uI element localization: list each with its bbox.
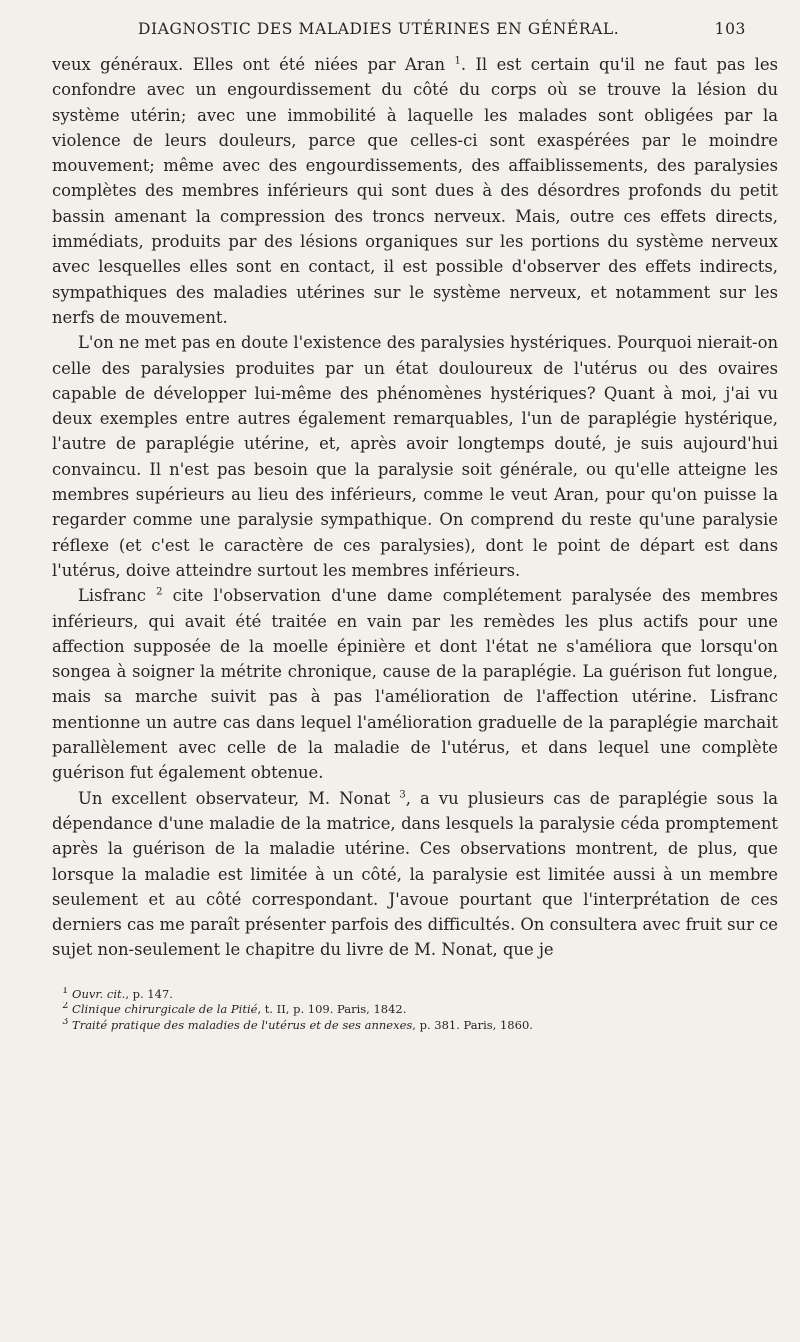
footnotes	[52, 987, 778, 1034]
paragraph-3	[52, 583, 778, 785]
body-text	[52, 52, 778, 963]
footnote-1-title: Ouvr. cit.	[72, 986, 126, 1001]
footnote-2-number: 2	[62, 1002, 69, 1012]
footnote-ref-1: 1	[454, 55, 461, 67]
paragraph-2: L'on ne met pas en doute l'existence des paralysies hystériques. Pourquoi nierait-on celle des paralysies produites par un état douloureux de l'utérus ou des ovaires capable de développer lui-même des phénomènes hystériques? Quant à moi, j'ai vu deux exemples entre autres également remarquables, l'un de paraplégie hystérique, l'autre de paraplégie utérine, et, après avoir longtemps douté, je suis aujourd'hui convaincu. Il n'est pas besoin que la paralysie soit générale, ou qu'elle atteigne les membres supérieurs au lieu des inférieurs, comme le veut Aran, pour qu'on puisse la regarder comme une paralysie sympathique. On comprend du reste qu'une paralysie réflexe (et c'est le caractère de ces paralysies), dont le point de départ est dans l'utérus, doive atteindre surtout les membres inférieurs.	[52, 333, 778, 580]
footnote-3-details: , p. 381. Paris, 1860.	[412, 1017, 533, 1032]
page-number: 103	[714, 20, 746, 38]
running-title: DIAGNOSTIC DES MALADIES UTÉRINES EN GÉNÉRAL.	[138, 20, 620, 38]
footnote-3-number: 3	[62, 1017, 69, 1027]
paragraph-1-text-b: . Il est certain qu'il ne faut pas les confondre avec un engourdissement du côté du corps où se trouve la lésion du système utérin; avec une immobilité à laquelle les malades sont obligées par la violence de leurs douleurs, parce que celles-ci sont exaspérées par le moindre mouvement; même avec des engourdissements, des affaiblissements, des paralysies complètes des membres inférieurs qui sont dues à des désordres profonds du petit bassin amenant la compression des troncs nerveux. Mais, outre ces effets directs, immédiats, produits par des lésions organiques sur les portions du système nerveux avec lesquelles elles sont en contact, il est possible d'observer des effets indirects, sympathiques des maladies utérines sur le système nerveux, et notamment sur les nerfs de mouvement.	[52, 55, 778, 327]
paragraph-4-text-a: Un excellent observateur, M. Nonat	[78, 788, 400, 808]
paragraph-3-text-b: cite l'observation d'une dame complétement paralysée des membres inférieurs, qui avait été traitée en vain par les remèdes les plus actifs pour une affection supposée de la moelle épinière et dont l'état ne s'améliora que lorsqu'on songea à soigner la métrite chronique, cause de la paraplégie. La guérison fut longue, mais sa marche suivit pas à pas l'amélioration de l'affection utérine. Lisfranc mentionne un autre cas dans lequel l'amélioration graduelle de la paraplégie marchait parallèlement avec celle de la maladie de l'utérus, et dans lequel une complète guérison fut également obtenue.	[52, 586, 778, 783]
running-head	[52, 20, 778, 50]
footnote-1-number: 1	[62, 986, 69, 996]
footnote-2-details: , t. II, p. 109. Paris, 1842.	[257, 1002, 407, 1017]
paragraph-4	[52, 786, 778, 963]
footnote-2-title: Clinique chirurgicale de la Pitié	[72, 1002, 258, 1017]
footnote-ref-2: 2	[156, 586, 163, 598]
paragraph-1-text-a: veux généraux. Elles ont été niées par Aran	[52, 55, 455, 74]
footnote-ref-3: 3	[399, 789, 406, 801]
paragraph-1	[52, 52, 778, 330]
footnote-2	[52, 1002, 778, 1018]
footnote-1	[52, 987, 778, 1003]
paragraph-3-text-a: Lisfranc	[78, 586, 157, 606]
footnote-3	[52, 1018, 778, 1034]
footnote-3-title: Traité pratique des maladies de l'utérus et de ses annexes	[72, 1017, 413, 1032]
paragraph-4-text-b: , a vu plusieurs cas de paraplégie sous la dépendance d'une maladie de la matrice, dans lesquels la paralysie céda promptement après la guérison de la maladie utérine. Ces observations montrent, de plus, que lorsque la maladie est limitée à un côté, la paralysie est limitée aussi à un membre seulement et au côté correspondant. J'avoue pourtant que l'interprétation de ces derniers cas me paraît présenter parfois des difficultés. On consultera avec fruit sur ce sujet non-seulement le chapitre du livre de M. Nonat, que je	[52, 788, 779, 960]
footnote-1-details: , p. 147.	[125, 986, 173, 1001]
